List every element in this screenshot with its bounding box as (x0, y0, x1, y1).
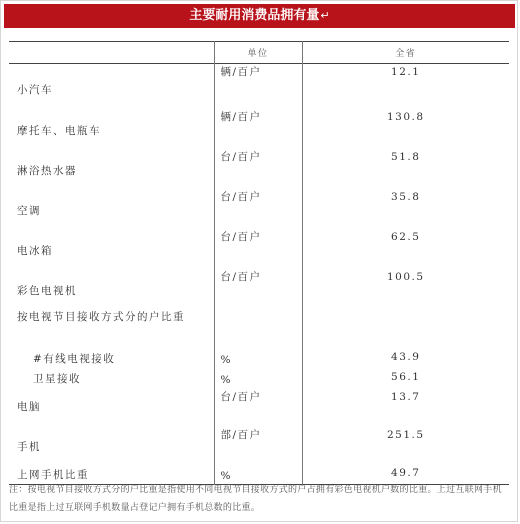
row-unit (214, 307, 302, 349)
row-unit: % (214, 369, 302, 389)
row-item: 空调 (17, 204, 41, 217)
table-row (9, 389, 509, 427)
row-unit: 台/百户 (214, 269, 302, 307)
header-value: 全省 (302, 42, 509, 64)
row-value: 56.1 (302, 369, 509, 389)
table-row (9, 307, 509, 349)
row-value: 13.7 (302, 389, 509, 427)
row-value: 130.8 (302, 109, 509, 149)
row-value: 51.8 (302, 149, 509, 189)
return-mark-icon: ↵ (320, 9, 330, 22)
table-row (9, 369, 509, 389)
table-row (9, 269, 509, 307)
row-unit: 部/百户 (214, 427, 302, 465)
table-row (9, 427, 509, 465)
row-value: 100.5 (302, 269, 509, 307)
row-unit: 台/百户 (214, 389, 302, 427)
row-item: 彩色电视机 (17, 284, 77, 297)
table-row (9, 229, 509, 269)
row-unit: 辆/百户 (214, 109, 302, 149)
row-value: 12.1 (302, 64, 509, 109)
table-row (9, 149, 509, 189)
row-item: 按电视节目接收方式分的户比重 (17, 310, 185, 323)
row-value: 62.5 (302, 229, 509, 269)
row-value: 251.5 (302, 427, 509, 465)
table-footnote: 注：按电视节目接收方式分的户比重是指使用不同电视节目接收方式的户占拥有彩色电视机户数的比重。上过互联网手机比重是指上过互联网手机数量占登记户拥有手机总数的比重。 (9, 485, 502, 513)
consumer-durables-table (9, 41, 509, 485)
row-value (302, 307, 509, 349)
row-item: 电冰箱 (17, 244, 53, 257)
row-unit: % (214, 349, 302, 369)
table-row (9, 64, 509, 109)
row-unit: 台/百户 (214, 189, 302, 229)
row-value: 43.9 (302, 349, 509, 369)
table-title-bar (4, 4, 515, 28)
table-header-row (9, 42, 509, 64)
row-item: 淋浴热水器 (17, 164, 77, 177)
row-value: 35.8 (302, 189, 509, 229)
row-unit: % (214, 465, 302, 485)
table-row (9, 349, 509, 369)
table-row (9, 189, 509, 229)
row-item: 上网手机比重 (17, 468, 89, 481)
row-item: 摩托车、电瓶车 (17, 124, 101, 137)
row-unit: 台/百户 (214, 149, 302, 189)
header-unit: 单位 (214, 42, 302, 64)
table-row (9, 109, 509, 149)
row-item: 卫星接收 (33, 372, 81, 385)
row-item: #有线电视接收 (33, 352, 116, 365)
table-title: 主要耐用消费品拥有量 (189, 8, 320, 23)
row-item: 手机 (17, 440, 41, 453)
row-unit: 辆/百户 (214, 64, 302, 109)
row-item: 电脑 (17, 400, 41, 413)
row-value: 49.7 (302, 465, 509, 485)
header-item (9, 42, 214, 64)
row-item: 小汽车 (17, 84, 53, 96)
row-unit: 台/百户 (214, 229, 302, 269)
